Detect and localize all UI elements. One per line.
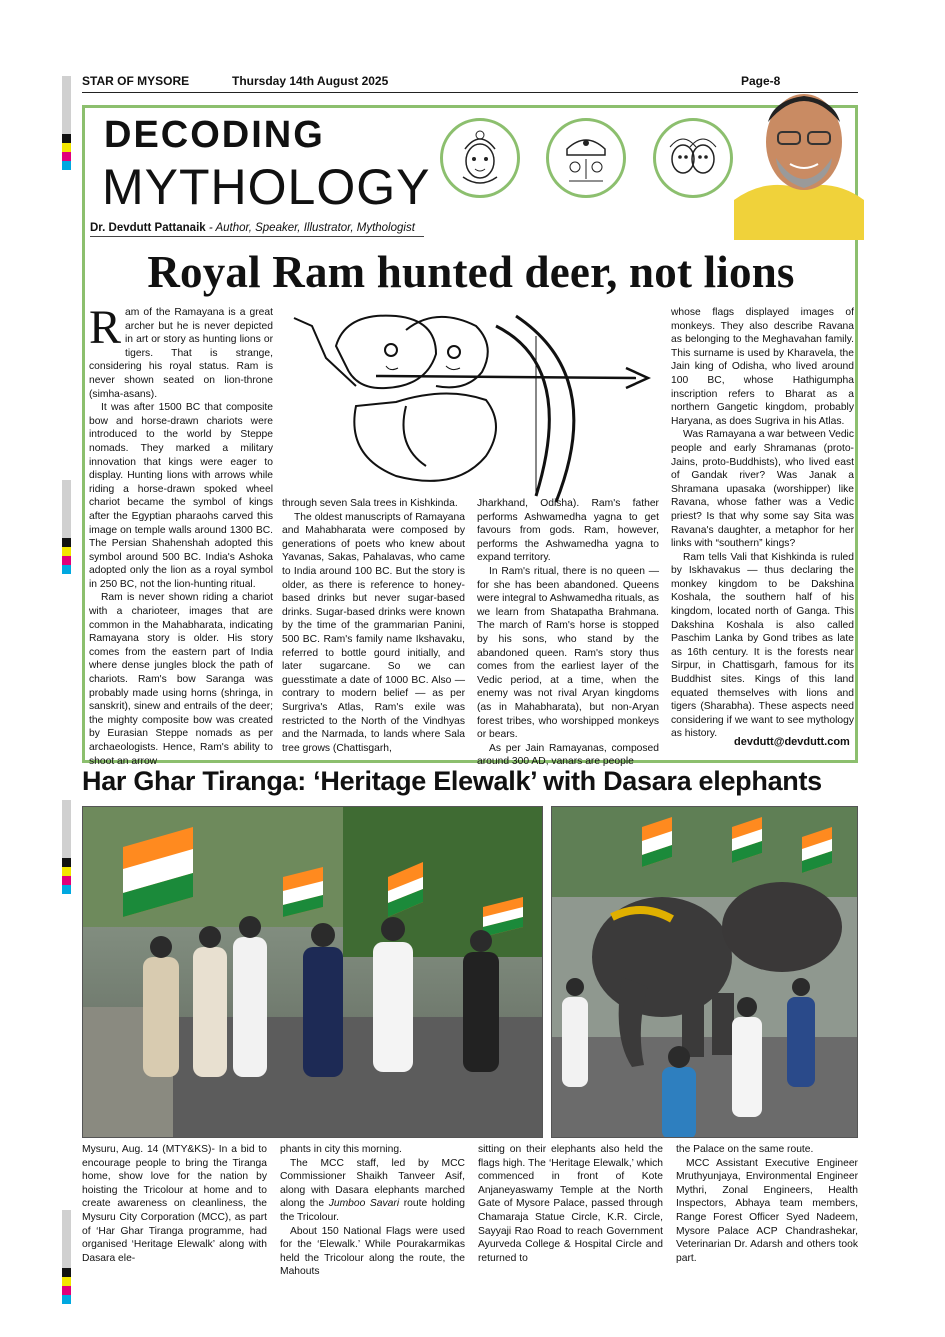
news-photo-elephants bbox=[551, 806, 858, 1138]
goddess-face-illustration bbox=[440, 118, 520, 198]
paragraph: As per Jain Ramayanas, composed around 300 AD, vanars are people bbox=[477, 742, 659, 768]
paragraph: Ram is never shown riding a chariot with a charioteer, images that are common in the Mahabharata, indicating Ramayana story is older. His story comes from the eastern part of India where dense jungles block the path of chariots. Ram's bow Saranga was probably made using horns (shringa, in sanskrit), sinew and entrails of the deer; the mighty composite bow was created by Eurasian Steppe nomads as per archaeologists. Hence, Ram's ability to shoot an arrow bbox=[89, 592, 273, 767]
color-registration-bar bbox=[62, 76, 71, 170]
article-column-4 bbox=[671, 306, 854, 741]
paragraph: the Palace on the same route. bbox=[676, 1144, 814, 1155]
masthead-paper: STAR OF MYSORE bbox=[82, 74, 190, 88]
paragraph: In Ram's ritual, there is no queen — for she has been abandoned. Queens were integral to Ashwamedha rituals, as we learn from Shatapatha Brahmana. The march of Ram's horse is stopped by his sons, who stand by the abandoned queen. Ram's story thus comes from the earliest layer of the Vedic period, at a time, when the enemy was not rival Aryan kingdoms (as in Mahabharata), but non-Aryan forest tribes, who worshipped monkeys or bears. bbox=[477, 565, 660, 741]
news-photo-walkers bbox=[82, 806, 543, 1138]
paragraph: MCC Assistant Executive Engineer Mruthyunjaya, Environmental Engineer Mythri, Zonal Engineers, Health Inspectors, Abhaya team members, Range Forest Officer Syed Nadeem, Mysore Palace ACP Chandrashekar, Veterinarian Dr. Adarsh and others took part. bbox=[676, 1157, 858, 1264]
color-registration-bar bbox=[62, 480, 71, 574]
author-photo bbox=[734, 80, 864, 240]
ram-archer-illustration bbox=[286, 306, 676, 506]
paragraph: whose flags displayed images of monkeys. They also describe Ravana as belonging to the Meghavahan family. This surname is used by Kharavela, the Jain king of Odisha, who lived around 100 BC, whose Hathigumpha inscription refers to Bharat as a northern Gangetic kingdom, probably Haryana, as does Sugriva in his Atlas. bbox=[671, 307, 854, 427]
author-email: devdutt@devdutt.com bbox=[734, 736, 850, 748]
news-column-4 bbox=[676, 1143, 858, 1265]
paragraph-text: route holding the Tricolour. bbox=[280, 1198, 465, 1223]
route-name: Jumboo Savari bbox=[328, 1198, 400, 1210]
color-registration-bar bbox=[62, 800, 71, 894]
article-column-1 bbox=[89, 301, 273, 768]
twin-faces-illustration bbox=[653, 118, 733, 198]
drop-cap: R bbox=[89, 301, 122, 354]
article-column-3 bbox=[477, 497, 659, 769]
page-number: Page-8 bbox=[741, 74, 781, 88]
column-kicker-mythology: MYTHOLOGY bbox=[102, 159, 431, 215]
paragraph: About 150 National Flags were used for the ‘Elewalk.’ While Pourakarmikas held the Tricolour along the route, the Mahouts bbox=[280, 1225, 465, 1278]
paragraph bbox=[280, 1157, 465, 1225]
paragraph: sitting on their elephants also held the flags high. The ‘Heritage Elewalk,’ which commenced in front of Kote Anjaneyaswamy Temple at the North Gate of Mysore Palace, passed through Chamaraja Statue Circle, K.R. Circle, Sayyaji Rao Road to reach Government Ayurveda College & Hospital Circle and returned to bbox=[478, 1144, 663, 1264]
article-headline: Royal Ram hunted deer, not lions bbox=[147, 247, 795, 297]
paragraph: Was Ramayana a war between Vedic people and early Shramanas (proto-Jains, proto-Buddhists), who lived east of Gandak river? Was Janak a Shramana upasaka (worshipper) like Ravana, whose father was a Vedic priest? Is that why some say Sita was Ravana's daughter, a metaphor for her links with “southern” kings? bbox=[671, 429, 854, 550]
paragraph: through seven Sala trees in Kishkinda. bbox=[282, 498, 458, 509]
paragraph: The oldest manuscripts of Ramayana and Mahabharata were composed by generations of poets who knew about Yavanas, Sakas, Pahalavas, who came to India around 100 BC. But the story is older, as there is reference to honey-based drinks but never sugar-based drinks. Sugar-based drinks were known by the time of the grammarian Panini, 500 BC. Ram's family name Ikshavaku, referred to bottle gourd initially, and later sugarcane. So we can guesstimate a date of 1000 BC. Also — contrary to modern belief — as per Surgriva's Atlas, Ram's exile was restricted to the North of the Vindhyas and the Narmada, to lands where Sala tree grows (Chattisgarh, bbox=[282, 511, 465, 754]
article-column-2 bbox=[282, 497, 465, 755]
author-name: Dr. Devdutt Pattanaik bbox=[90, 222, 206, 234]
column-kicker-decoding: DECODING bbox=[104, 114, 325, 156]
paragraph: It was after 1500 BC that composite bow and horse-drawn chariots were introduced to the world by Steppe nomads. They marked a military innovation that kings were eager to display. Hunting lions with arrows while riding a horse-drawn spoked wheel chariot became the symbol of kings after the Egyptian pharaohs carved this image on temple walls around 1300 BC. The Persian Shahenshah adopted this symbol around 500 BC. India's Ashoka adopted only the lion as a royal symbol in 250 BC, not the lion-hunting ritual. bbox=[89, 402, 273, 590]
news-column-1 bbox=[82, 1143, 267, 1265]
paragraph: Ram tells Vali that Kishkinda is ruled by Iskhavakus — thus declaring the monkey kingdom to be Dakshina Koshala, the southern half of his kingdom, located north of Ganga. This Dakshina Koshala is also called Paschim Lanka by Gond tribes as late as 16th century. It is the forests near Sirpur, in Chattisgarh, famous for its Buddhist sites. Kings of this land equated themselves with lions and tigers (Sharabha). These aspects need considering if we want to see mythology as history. bbox=[671, 551, 854, 740]
news-column-2 bbox=[280, 1143, 465, 1279]
color-registration-bar bbox=[62, 1210, 71, 1304]
paragraph: am of the Ramayana is a great archer but he is never depicted in art or story as hunting lions or tigers. That is strange, considering his royal status. Ram is never shown seated on lion-throne (simha-asans). bbox=[89, 307, 273, 400]
news-column-3 bbox=[478, 1143, 663, 1265]
paragraph: Mysuru, Aug. 14 (MTY&KS)- In a bid to encourage people to bring the Tiranga home, show love for the nation by hoisting the Tricolour at home and to create awareness on cleanliness, the Mysuru City Corporation (MCC), as part of ‘Har Ghar Tiranga programme, had organised ‘Heritage Elewalk’ along with Dasara ele- bbox=[82, 1144, 267, 1264]
paragraph: Jharkhand, Odisha). Ram's father performs Ashwamedha yagna to get favours from gods. Ram, however, performs the Ashwamedha yagna to expand territory. bbox=[477, 498, 659, 564]
byline bbox=[90, 222, 424, 237]
masthead-date: Thursday 14th August 2025 bbox=[232, 74, 389, 88]
news-headline: Har Ghar Tiranga: ‘Heritage Elewalk’ with Dasara elephants bbox=[82, 766, 822, 796]
paragraph-text: The MCC staff, led by MCC Commissioner Shaikh Tanveer Asif, along with Dasara elephants marched along the bbox=[280, 1157, 465, 1210]
paragraph: phants in city this morning. bbox=[280, 1144, 402, 1155]
temple-scene-illustration bbox=[546, 118, 626, 198]
author-description: - Author, Speaker, Illustrator, Mythologist bbox=[205, 222, 415, 234]
